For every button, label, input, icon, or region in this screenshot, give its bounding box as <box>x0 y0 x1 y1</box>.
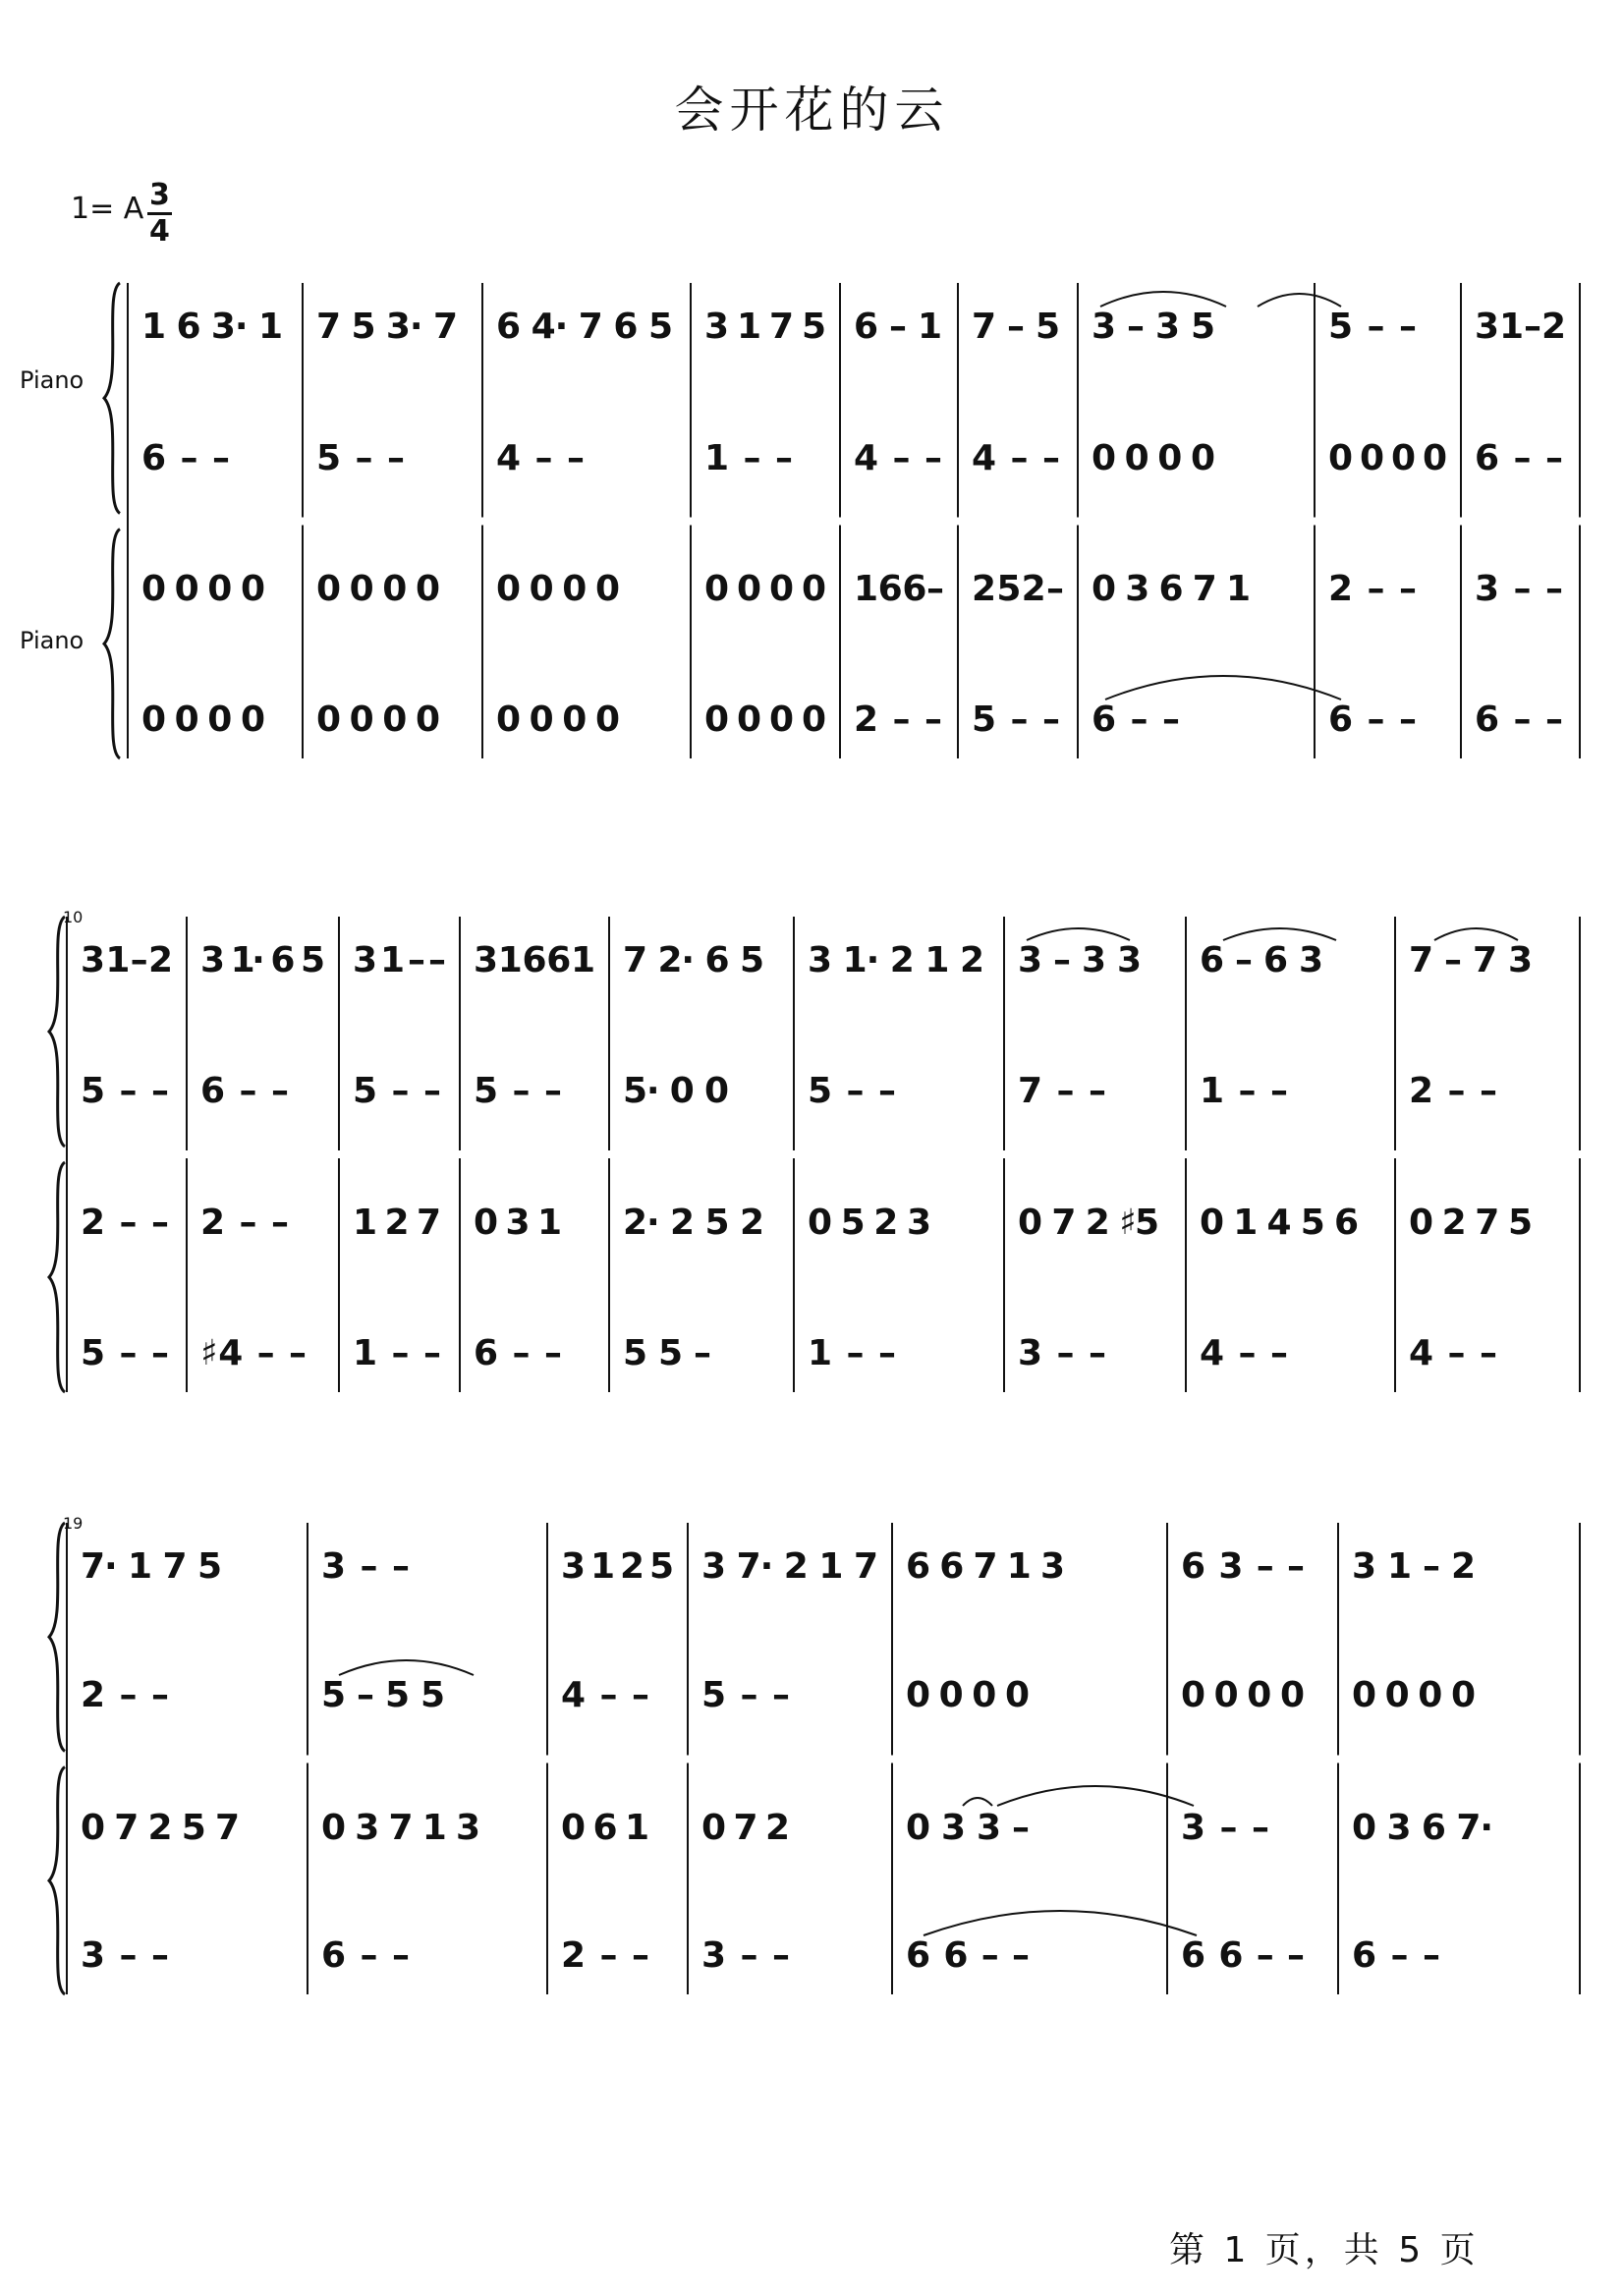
note-group: 1 – – <box>704 438 793 478</box>
note-group: 1 6 6 – <box>854 569 944 609</box>
note-group: 6 4· 7 6 5 <box>496 307 673 347</box>
note-group: 2· 2 5 2 <box>623 1203 764 1243</box>
note-group: 4 – – <box>561 1675 649 1715</box>
note-group: 0 0 0 0 <box>1352 1675 1476 1715</box>
note-group: 5 – – <box>1328 307 1417 347</box>
note-group: 2 5 2 – <box>972 569 1064 609</box>
note-group: 5 – – <box>353 1071 441 1111</box>
note-group: 1 2 7 <box>353 1203 441 1243</box>
slur <box>1223 928 1336 940</box>
note-group: 0 6 1 <box>561 1808 649 1848</box>
tie <box>924 1911 1197 1935</box>
slur <box>1258 294 1341 307</box>
note-group: 2 – – <box>200 1203 289 1243</box>
note-group: 3 – – <box>1475 569 1563 609</box>
note-group: 6 – 1 <box>854 307 942 347</box>
note-group: 6 – – <box>1352 1935 1440 1976</box>
note-group: 3 7· 2 1 7 <box>701 1546 878 1587</box>
note-group: 6 – – <box>1475 438 1563 478</box>
note-group: 6 6 – – <box>906 1935 1030 1976</box>
brace <box>49 1523 65 1752</box>
note-group: 0 0 0 0 <box>1092 438 1215 478</box>
brace <box>49 1767 65 1995</box>
note-group: 7· 1 7 5 <box>81 1546 222 1587</box>
note-group: 0 0 0 0 <box>1328 438 1447 478</box>
note-group: 0 0 0 0 <box>316 569 440 609</box>
note-group: 1 – – <box>808 1333 896 1373</box>
note-group: 2 – – <box>561 1935 649 1976</box>
note-group: 4 – – <box>496 438 585 478</box>
time-signature-bottom: 4 <box>149 214 170 249</box>
note-group: 4 – – <box>1200 1333 1288 1373</box>
note-group: 0 0 0 0 <box>704 700 826 740</box>
note-group: 1 – – <box>353 1333 441 1373</box>
note-group: 3 – – <box>81 1935 169 1976</box>
instrument-label: Piano <box>20 627 84 654</box>
note-group: 4 – – <box>972 438 1060 478</box>
note-group: 3 – – <box>1181 1808 1269 1848</box>
note-group: 2 – – <box>81 1203 169 1243</box>
instrument-label: Piano <box>20 366 84 394</box>
note-group: 0 3 1 <box>474 1203 562 1243</box>
note-group: 6 6 – – <box>1181 1935 1305 1976</box>
note-group: 0 7 2 5 7 <box>81 1808 240 1848</box>
slur <box>963 1798 992 1806</box>
note-group: 6 – – <box>1475 700 1563 740</box>
note-group: 7 – 5 <box>972 307 1060 347</box>
note-group: 3 – – <box>701 1935 790 1976</box>
measure-number: 10 <box>63 908 84 926</box>
note-group: 6 – 6 3 <box>1200 940 1323 980</box>
note-group: 2 – – <box>1328 569 1417 609</box>
tie <box>1100 292 1226 307</box>
note-group: 3 1 7 5 <box>704 307 826 347</box>
note-group: 2 – – <box>81 1675 169 1715</box>
note-group: 5 – – <box>81 1071 169 1111</box>
note-group: 3 – 3 3 <box>1018 940 1142 980</box>
page-footer: 第 1 页，共 5 页 <box>1169 2230 1480 2270</box>
note-group: 6 – – <box>474 1333 562 1373</box>
note-group: 0 3 7 1 3 <box>321 1808 480 1848</box>
note-group: 0 0 0 0 <box>496 700 620 740</box>
note-group: 5 – – <box>474 1071 562 1111</box>
note-group: 0 0 0 0 <box>496 569 620 609</box>
slur <box>1434 928 1518 940</box>
note-group: 3 1 2 5 <box>561 1546 674 1587</box>
note-group: 5 – – <box>972 700 1060 740</box>
note-group: 4 – – <box>1409 1333 1497 1373</box>
brace <box>49 1162 65 1392</box>
note-group: 5 – – <box>701 1675 790 1715</box>
slur <box>339 1660 474 1675</box>
note-group: 2 – – <box>1409 1071 1497 1111</box>
note-group: 5 – – <box>316 438 405 478</box>
note-group: 0 0 0 0 <box>316 700 440 740</box>
note-group: 3 – 3 5 <box>1092 307 1215 347</box>
note-group: 0 7 2 <box>701 1808 790 1848</box>
note-group: 3 1· 6 5 <box>200 940 325 980</box>
note-group: 5· 0 0 <box>623 1071 729 1111</box>
score-title: 会开花的云 <box>674 82 950 139</box>
note-group: 0 0 0 0 <box>141 700 265 740</box>
note-group: 2 – – <box>854 700 942 740</box>
note-group: 7 – – <box>1018 1071 1106 1111</box>
tie <box>997 1786 1194 1806</box>
note-group: 6 3 – – <box>1181 1546 1305 1587</box>
tie <box>1105 676 1341 700</box>
note-group: ♯4 – – <box>200 1333 307 1373</box>
note-group: 0 3 6 7· <box>1352 1808 1493 1848</box>
key-signature: 1= A <box>71 192 144 226</box>
note-group: 6 – – <box>321 1935 410 1976</box>
note-group: 3 1· 2 1 2 <box>808 940 984 980</box>
note-group: 0 1 4 5 6 <box>1200 1203 1359 1243</box>
note-group: 7 – 7 3 <box>1409 940 1533 980</box>
measure-number: 19 <box>63 1514 84 1533</box>
note-group: 5 5 – <box>623 1333 711 1373</box>
note-group: 1 6 3· 1 <box>141 307 283 347</box>
note-group: 0 2 7 5 <box>1409 1203 1533 1243</box>
note-group: 0 0 0 0 <box>1181 1675 1305 1715</box>
slur <box>1027 928 1130 940</box>
note-group: 4 – – <box>854 438 942 478</box>
note-group: 3 1 – – <box>353 940 446 980</box>
note-group: 0 5 2 3 <box>808 1203 931 1243</box>
brace <box>104 283 120 514</box>
note-group: 3 – – <box>1018 1333 1106 1373</box>
note-group: 1 – – <box>1200 1071 1288 1111</box>
note-group: 7 5 3· 7 <box>316 307 458 347</box>
brace <box>104 530 120 759</box>
note-group: 6 – – <box>141 438 230 478</box>
note-group: 6 – – <box>1092 700 1180 740</box>
note-group: 5 – – <box>81 1333 169 1373</box>
note-group: 0 3 6 7 1 <box>1092 569 1251 609</box>
note-group: 3 – – <box>321 1546 410 1587</box>
note-group: 6 – – <box>200 1071 289 1111</box>
note-group: 0 0 0 0 <box>704 569 826 609</box>
time-signature-top: 3 <box>147 179 172 215</box>
note-group: 3 1 – 2 <box>1352 1546 1476 1587</box>
note-group: 6 6 7 1 3 <box>906 1546 1065 1587</box>
note-group: 0 3 3 – <box>906 1808 1030 1848</box>
note-group: 0 0 0 0 <box>906 1675 1030 1715</box>
note-group: 5 – – <box>808 1071 896 1111</box>
note-group: 3 1 – 2 <box>81 940 173 980</box>
note-group: 3 1 – 2 <box>1475 307 1566 347</box>
note-group: 0 7 2 ♯5 <box>1018 1203 1159 1243</box>
note-group: 3 1 6 6 1 <box>474 940 595 980</box>
note-group: 5 – 5 5 <box>321 1675 445 1715</box>
note-group: 7 2· 6 5 <box>623 940 764 980</box>
note-group: 6 – – <box>1328 700 1417 740</box>
note-group: 0 0 0 0 <box>141 569 265 609</box>
brace <box>49 917 65 1147</box>
